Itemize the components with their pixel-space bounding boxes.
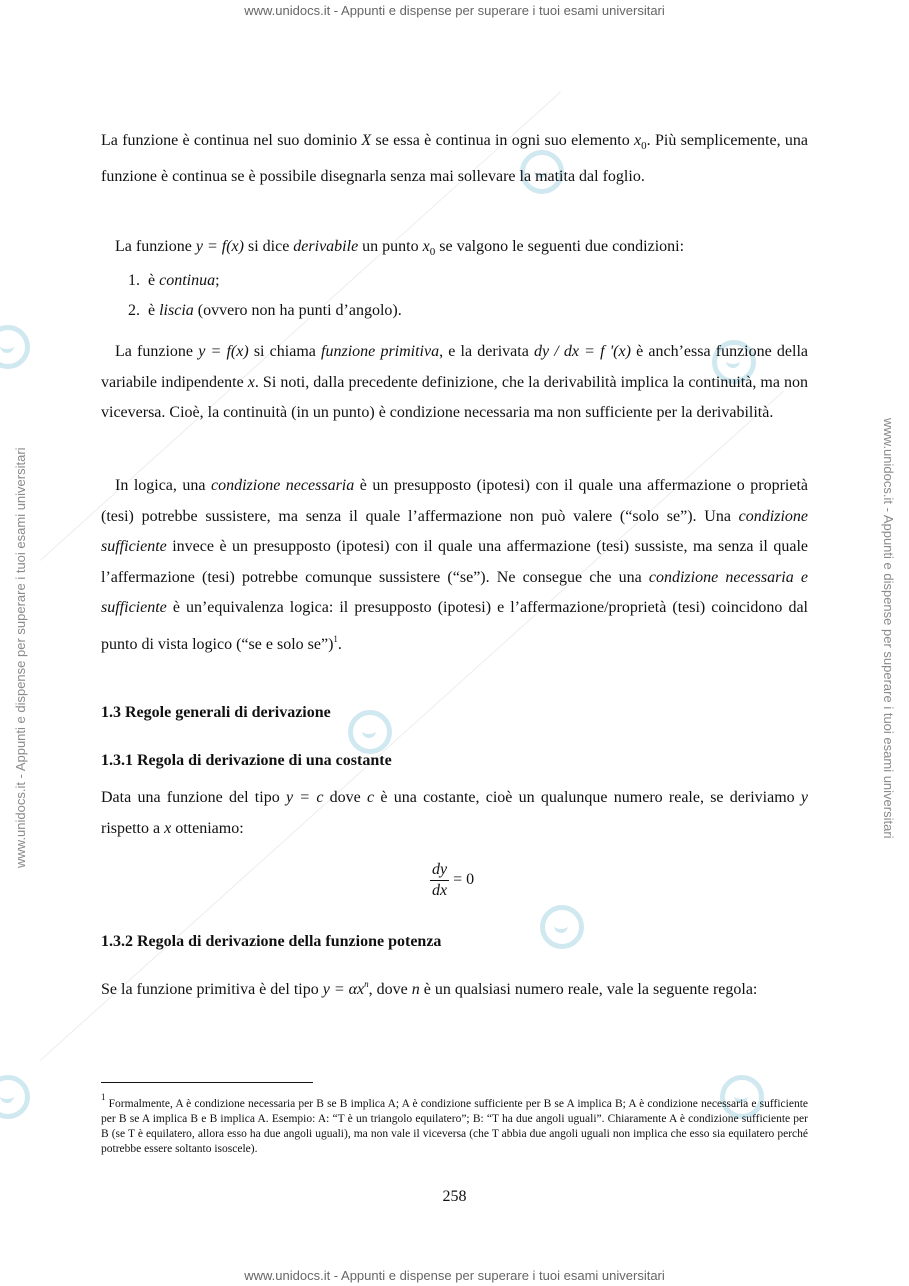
watermark-logo-icon [0, 325, 30, 369]
footnote-reference: 1 [333, 633, 338, 644]
paragraph-continuity: La funzione è continua nel suo dominio X se essa è continua in ogni suo elemento $x_0$. Più semplicemente, una funzione è continua se è possibile disegnarla senza mai sollevare la matita dal foglio. [101, 132, 809, 185]
footnote-divider [101, 1082, 313, 1083]
right-watermark: www.unidocs.it - Appunti e dispense per superare i tuoi esami universitari [881, 418, 896, 839]
section-heading: 1.3 Regole generali di derivazione [101, 704, 331, 721]
paragraph-primitive: La funzione y = f(x) si chiama funzione primitiva, e la derivata dy / dx = f '(x) è anch’essa funzione della variabile indipendente x. Si noti, dalla precedente definizione, che la derivabilità implica la continuità, ma non viceversa. Cioè, la continuità (in un punto) è condizione necessaria ma non sufficiente per la derivabilità. [101, 343, 809, 421]
list-item: 2. è liscia (ovvero non ha punti d’angolo). [128, 302, 402, 319]
list-item: 1. è continua; [128, 272, 220, 289]
watermark-logo-icon [0, 1075, 30, 1119]
paragraph-logic: In logica, una condizione necessaria è un presupposto (ipotesi) con il quale una affermazione o proprietà (tesi) potrebbe sussistere, ma senza il quale l’affermazione non può valere (“solo se”). Una condizione sufficiente invece è un presupposto (ipotesi) con il quale una affermazione (tesi) sussiste, ma senza il quale l’affermazione (tesi) potrebbe comunque sussistere (“se”). Ne consegue che una condizione necessaria e sufficiente è un’equivalenza logica: il presupposto (ipotesi) e l’affermazione/proprietà (tesi) coincidono dal punto di vista logico (“se e solo se”)$^1$. [101, 477, 809, 653]
paragraph-constant-rule: Data una funzione del tipo y = c dove c è una costante, cioè un qualunque numero reale, se deriviamo y rispetto a x otteniamo: [101, 789, 809, 837]
paragraph-power-rule: Se la funzione primitiva è del tipo $y = \alpha x^n$, dove n è un qualsiasi numero reale, vale la seguente regola: [101, 979, 758, 998]
watermark-logo-icon [540, 905, 584, 949]
subsection-heading: 1.3.2 Regola di derivazione della funzione potenza [101, 933, 442, 950]
footnote: $^1$ Formalmente, A è condizione necessaria per B se B implica A; A è condizione sufficiente per B se A implica B; A è condizione necessaria e sufficiente per B se A implica B e B implica A. Esempio: A: “T è un triangolo equilatero”; B: “T ha due angoli uguali”. Chiaramente A è condizione sufficiente per B (se T è equilatero, allora esso ha due angoli uguali), ma non vale il viceversa (che T abbia due angoli uguali non implica che esso sia equilatero perché potrebbe essere soltanto isoscele). [101, 1092, 808, 1155]
header-watermark: www.unidocs.it - Appunti e dispense per superare i tuoi esami universitari [244, 3, 665, 18]
subsection-heading: 1.3.1 Regola di derivazione di una costante [101, 752, 392, 769]
footer-watermark: www.unidocs.it - Appunti e dispense per superare i tuoi esami universitari [244, 1268, 665, 1283]
paragraph-derivability: La funzione y = f(x) si dice derivabile un punto $x_0$ se valgono le seguenti due condizioni: [115, 238, 685, 258]
derivative-formula: $\frac{dy}{dx}$ = 0 [432, 861, 475, 899]
left-watermark: www.unidocs.it - Appunti e dispense per superare i tuoi esami universitari [13, 447, 28, 868]
page-number: 258 [442, 1188, 467, 1205]
